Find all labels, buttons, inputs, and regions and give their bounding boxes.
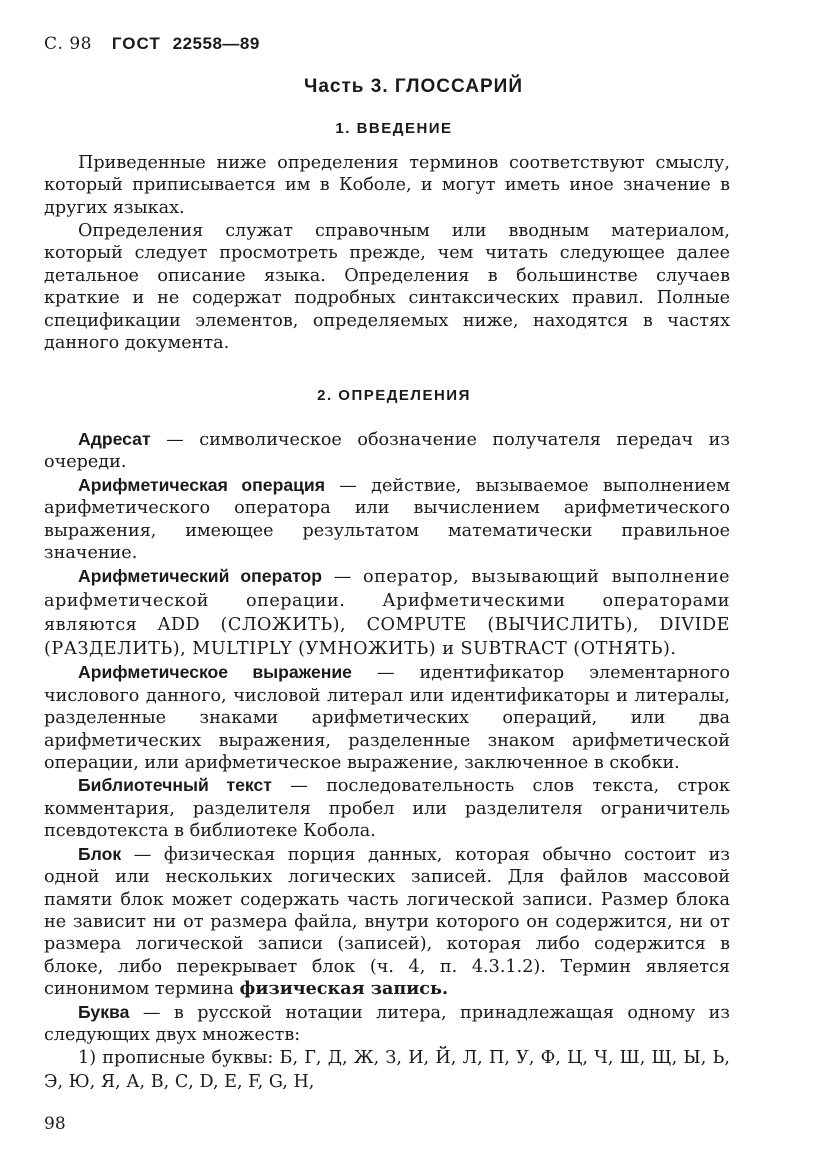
- page-number: 98: [44, 1114, 66, 1134]
- definition-text: идентификатор элементарного числового данного, числовой литерал или идентификаторы и литералы, разделенные знаками арифметических операций, или два арифметических выражения, разделенные знаком арифметической операции, или арифметическое выражение, заключенное в скобки.: [44, 663, 731, 774]
- definition-term: Блок: [78, 843, 122, 864]
- definition-term: Буква: [78, 1001, 130, 1022]
- definition-addressee: Адресат — символическое обозначение получателя передач из очереди.: [44, 429, 730, 473]
- part-title: Часть 3. ГЛОССАРИЙ: [304, 76, 523, 97]
- running-head: [44, 34, 260, 54]
- standard-number: 22558—89: [172, 34, 260, 53]
- definition-text: в русской нотации литера, принадлежащая одному из следующих двух множеств:: [44, 1002, 731, 1045]
- definition-text: физическая порция данных, которая обычно состоит из одной или нескольких логических записей. Для файлов массовой памяти блок может содержать часть логической записи. Размер блока не зависит ни от размера файла, внутри которого он содержится, ни от размера логической записи (записей), которая либо содержится в блоке, либо перекрывает блок (ч. 4, п. 4.3.1.2). Термин является синонимом термина: [44, 844, 730, 1000]
- page-reference: С. 98: [44, 34, 92, 54]
- definition-term: Библиотечный текст: [78, 775, 272, 796]
- definitions-list: [44, 428, 730, 1094]
- section-title-introduction: 1. ВВЕДЕНИЕ: [335, 120, 453, 137]
- definition-term: Арифметическое выражение: [78, 662, 352, 683]
- definition-library-text: Библиотечный текст — последовательность слов текста, строк комментария, разделителя пробел или разделителя ограничитель псевдотекста в библиотеке Кобола.: [44, 775, 730, 842]
- definition-letter: Буква — в русской нотации литера, принадлежащая одному из следующих двух множеств:: [44, 1001, 731, 1045]
- definition-text: действие, вызываемое выполнением арифметического оператора или вычислением арифметического выражения, имеющее результатом математически правильное значение.: [44, 475, 730, 564]
- letters-set: Б, Г, Д, Ж, З, И, Й, Л, П, У, Ф, Ц, Ч, Ш, Щ, Ы, Ь, Э, Ю, Я, А, В, С, D, E, F, G, H,: [44, 1048, 730, 1093]
- definition-arithmetic-statement: Арифметический оператор — оператор, вызывающий выполнение арифметической операции. Арифметическими операторами являются ADD (СЛОЖИТЬ), COMPUTE (ВЫЧИСЛИТЬ), DIVIDE (РАЗДЕЛИТЬ), MULTIPLY (УМНОЖИТЬ) и SUBTRACT (ОТНЯТЬ).: [44, 566, 730, 660]
- intro-paragraph-2: Определения служат справочным или вводным материалом, который следует просмотреть прежде, чем читать следующее далее детальное описание языка. Определения в большинстве случаев краткие и не содержат подробных синтаксических правил. Полные спецификации элементов, определяемых ниже, находятся в частях данного документа.: [44, 221, 730, 354]
- letters-list: [44, 1046, 730, 1094]
- definition-block: Блок — физическая порция данных, которая обычно состоит из одной или нескольких логических записей. Для файлов массовой памяти блок может содержать часть логической записи. Размер блока не зависит ни от размера файла, внутри которого он содержится, ни от размера логической записи (записей), которая либо содержится в блоке, либо перекрывает блок (ч. 4, п. 4.3.1.2). Термин является синонимом термина физическая запись.: [44, 843, 730, 1000]
- definition-term: Адресат: [78, 429, 151, 449]
- definition-text: символическое обозначение получателя передач из очереди.: [44, 430, 730, 473]
- definition-cross-reference: физическая запись.: [239, 978, 449, 1000]
- standard-label: ГОСТ: [111, 34, 161, 53]
- letters-intro: 1) прописные буквы:: [78, 1048, 274, 1069]
- definition-term: Арифметическая операция: [78, 474, 325, 495]
- definition-text: последовательность слов текста, строк комментария, разделителя пробел или разделителя ограничитель псевдотекста в библиотеке Кобола.: [44, 776, 730, 842]
- definition-text: оператор, вызывающий выполнение арифметической операции. Арифметическими операторами являются ADD (СЛОЖИТЬ), COMPUTE (ВЫЧИСЛИТЬ), DIVIDE (РАЗДЕЛИТЬ), MULTIPLY (УМНОЖИТЬ) и SUBTRACT (ОТНЯТЬ).: [44, 567, 730, 660]
- definition-arithmetic-operation: Арифметическая операция — действие, вызываемое выполнением арифметического оператора или вычислением арифметического выражения, имеющее результатом математически правильное значение.: [44, 474, 730, 564]
- intro-paragraph-1: Приведенные ниже определения терминов соответствуют смыслу, который приписывается им в Коболе, и могут иметь иное значение в других языках.: [44, 153, 730, 218]
- definition-arithmetic-expression: Арифметическое выражение — идентификатор элементарного числового данного, числовой литерал или идентификаторы и литералы, разделенные знаками арифметических операций, или два арифметических выражения, разделенные знаком арифметической операции, или арифметическое выражение, заключенное в скобки.: [44, 662, 731, 774]
- section-title-definitions: 2. ОПРЕДЕЛЕНИЯ: [317, 387, 471, 404]
- definition-term: Арифметический оператор: [78, 566, 322, 587]
